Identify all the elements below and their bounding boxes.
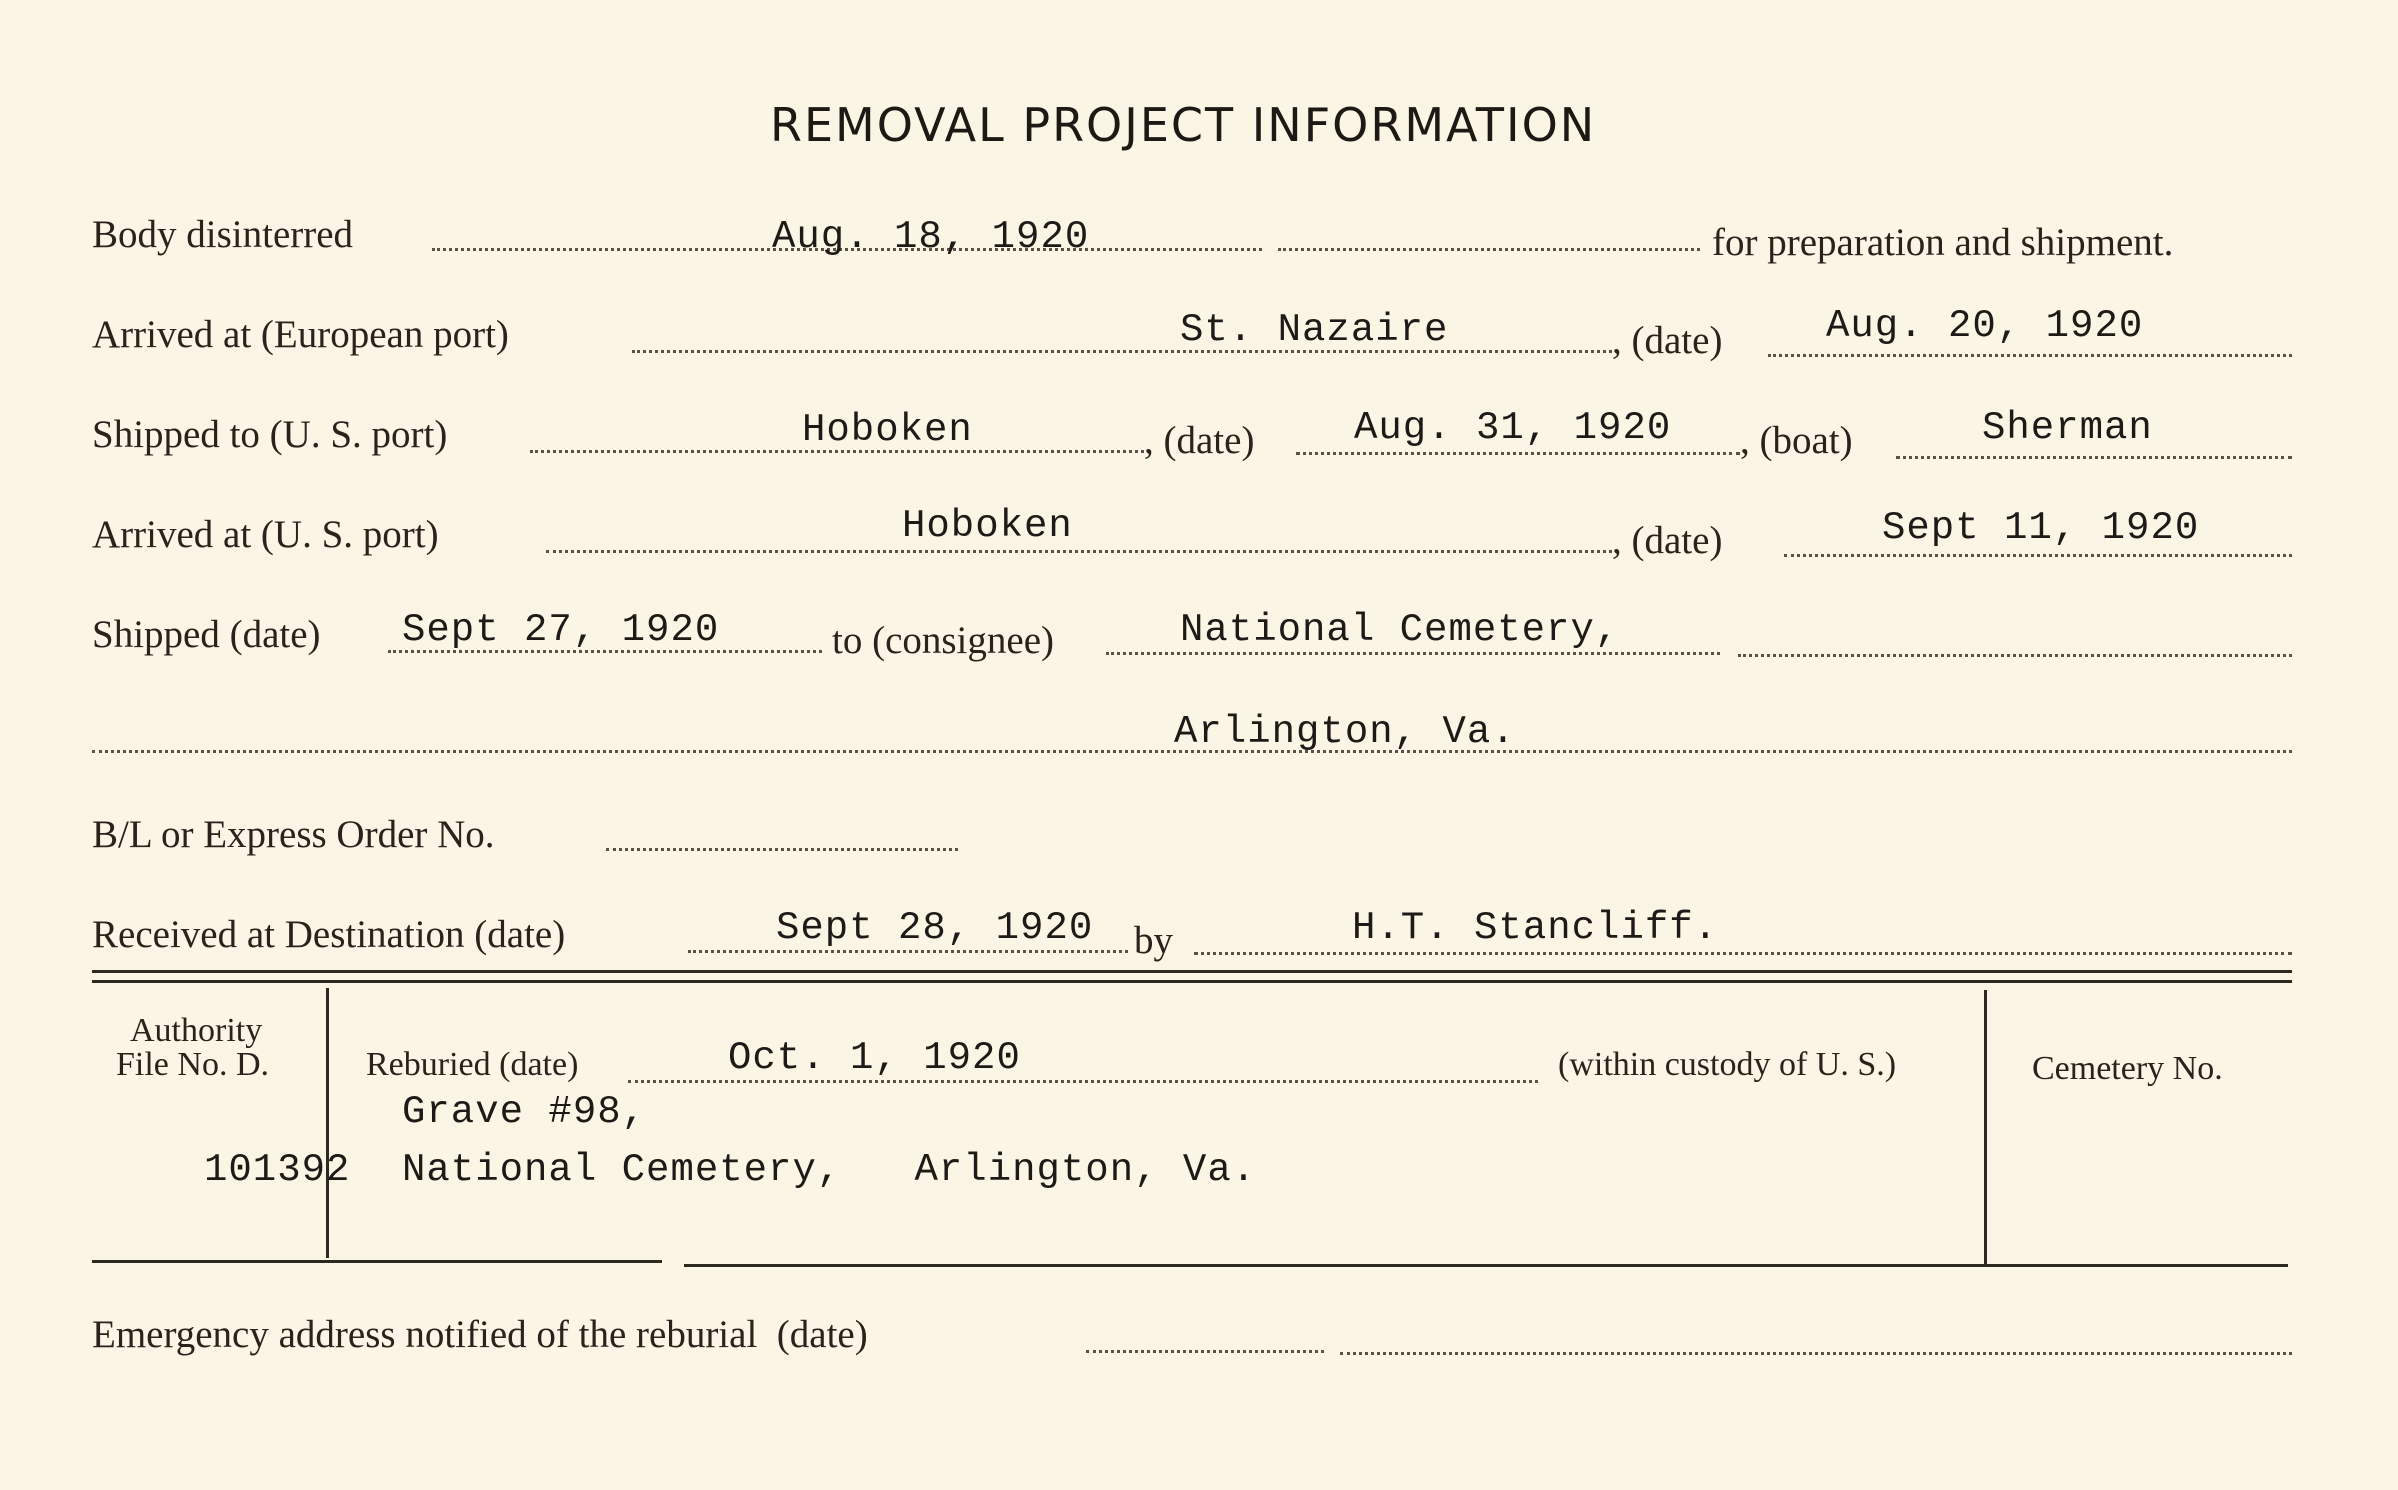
arrived-european-date-line <box>1768 354 2292 357</box>
cemetery-divider <box>1984 990 1987 1264</box>
consignee-line <box>1106 652 1720 655</box>
shipped-us-port-value: Hoboken <box>802 408 973 452</box>
body-disinterred-value: Aug. 18, 1920 <box>772 215 1090 259</box>
received-by-value: H.T. Stancliff. <box>1352 906 1719 950</box>
lower-rule-left <box>92 1260 662 1263</box>
consignee-value: National Cemetery, <box>1180 608 1620 652</box>
grave-value: Grave #98, <box>402 1090 647 1134</box>
bl-order-line <box>606 848 958 851</box>
authority-divider <box>326 988 329 1258</box>
file-no-value: 101392 <box>204 1148 351 1192</box>
preparation-shipment-label: for preparation and shipment. <box>1712 221 2174 264</box>
received-by-label: by <box>1134 919 1173 962</box>
bl-order-label: B/L or Express Order No. <box>92 813 495 856</box>
received-destination-label: Received at Destination (date) <box>92 913 566 956</box>
reburied-line <box>628 1080 1538 1083</box>
received-destination-value: Sept 28, 1920 <box>776 906 1094 950</box>
reburial-location-value: National Cemetery, Arlington, Va. <box>402 1148 1257 1192</box>
consignee-line-2 <box>1738 654 2292 657</box>
arrived-us-port-label: Arrived at (U. S. port) <box>92 513 439 556</box>
arrived-us-date-label: , (date) <box>1612 519 1723 562</box>
shipped-us-boat-label: , (boat) <box>1740 419 1853 462</box>
consignee-label: to (consignee) <box>832 619 1055 662</box>
cemetery-no-label: Cemetery No. <box>2032 1050 2223 1087</box>
shipped-us-date-value: Aug. 31, 1920 <box>1354 406 1672 450</box>
authority-label: Authority <box>130 1012 263 1049</box>
shipped-us-date-line <box>1296 452 1740 455</box>
custody-label: (within custody of U. S.) <box>1558 1046 1897 1083</box>
arrived-european-port-label: Arrived at (European port) <box>92 313 509 356</box>
arrived-european-port-line <box>632 350 1612 353</box>
shipped-us-port-label: Shipped to (U. S. port) <box>92 413 448 456</box>
double-rule-bottom <box>92 980 2292 983</box>
arrived-european-port-value: St. Nazaire <box>1180 308 1449 352</box>
emergency-label: Emergency address notified of the reburial (date) <box>92 1313 868 1356</box>
arrived-european-date-value: Aug. 20, 1920 <box>1826 304 2144 348</box>
body-disinterred-label: Body disinterred <box>92 213 354 256</box>
shipped-date-value: Sept 27, 1920 <box>402 608 720 652</box>
arrived-us-port-value: Hoboken <box>902 504 1073 548</box>
card-title: REMOVAL PROJECT INFORMATION <box>770 98 1597 152</box>
consignee-address-value: Arlington, Va. <box>1174 710 1516 754</box>
emergency-line <box>1086 1350 1324 1353</box>
body-disinterred-line-2 <box>1278 248 1700 251</box>
received-by-line <box>1194 952 2292 955</box>
shipped-us-date-label: , (date) <box>1144 419 1255 462</box>
lower-rule-right <box>684 1264 2288 1267</box>
shipped-date-label: Shipped (date) <box>92 613 321 656</box>
double-rule-top <box>92 970 2292 973</box>
emergency-line-2 <box>1340 1352 2292 1355</box>
reburied-date-value: Oct. 1, 1920 <box>728 1036 1021 1080</box>
shipped-us-boat-line <box>1896 456 2292 459</box>
received-destination-line <box>688 950 1128 953</box>
arrived-us-port-line <box>546 550 1612 553</box>
arrived-european-date-label: , (date) <box>1612 319 1723 362</box>
reburied-label: Reburied (date) <box>366 1046 579 1083</box>
shipped-us-boat-value: Sherman <box>1982 406 2153 450</box>
file-no-label: File No. D. <box>116 1046 269 1083</box>
arrived-us-date-line <box>1784 554 2292 557</box>
arrived-us-date-value: Sept 11, 1920 <box>1882 506 2200 550</box>
